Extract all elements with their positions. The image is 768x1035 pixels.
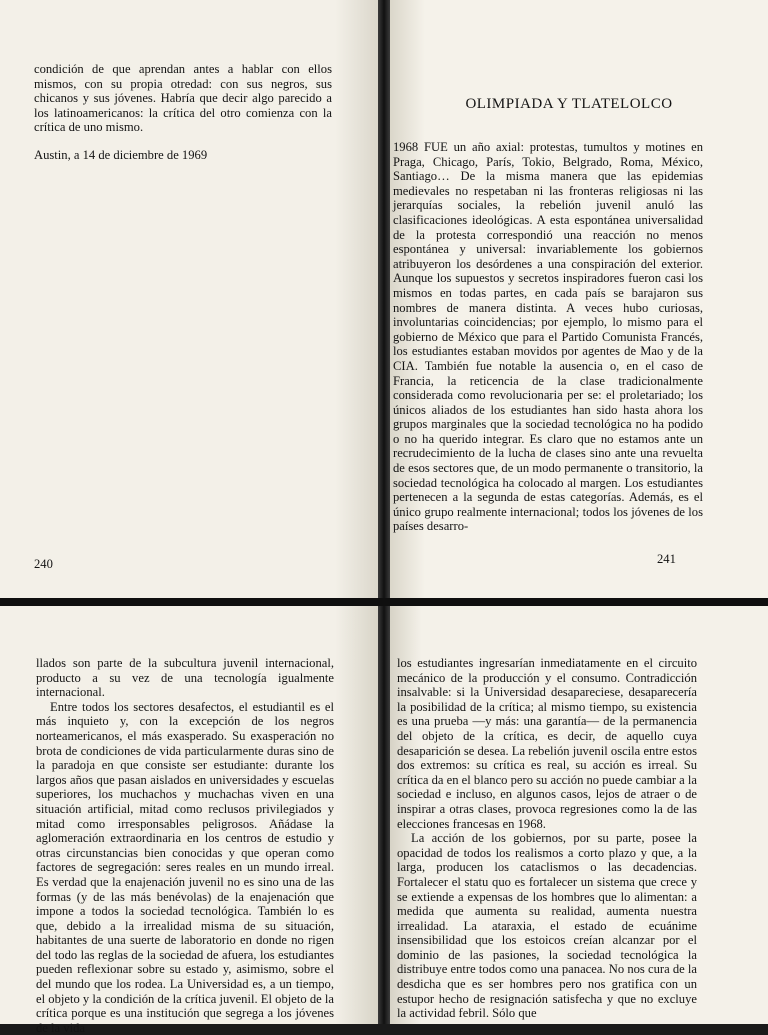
page-243 (387, 606, 768, 1024)
paragraph: Entre todos los sectores desafectos, el estudiantil es el más inquieto y, con la excepción de los negros norteamericanos, el más exasperado. Su exasperación no brota de condiciones de vida particularmente duras sino de la paradoja en que consiste ser estudiante: durante los largos años que pasan aislados en universidades y escuelas superiores, los muchachos y muchachas viven en una situación artificial, mitad como reclusos privilegiados y mitad como irresponsables peligrosos. Añádase la aglomeración extraordinaria en los centros de estudio y otras circunstancias bien conocidas y que operan como factores de segregación: seres reales en un mundo irreal. Es verdad que la enajenación juvenil no es sino una de las formas (y de las más benévolas) de la enajenación que impone a todos la sociedad tecnológica. También lo es que, debido a la irrealidad misma de su situación, habitantes de una suerte de laboratorio en donde no rigen del todo las reglas de la sociedad de afuera, los estudiantes pueden reflexionar sobre su estado y, asimismo, sobre el del mundo que los rodea. La Universidad es, a un tiempo, el objeto y la condición de la crítica juvenil. El objeto de la crítica porque es una institución que segrega a los jóvenes de la vida (36, 699, 334, 1035)
page-number: 241 (657, 552, 676, 566)
body-text (397, 656, 697, 1021)
page-240 (0, 0, 381, 598)
paragraph-body: un año axial: protestas, tumultos y motines en Praga, Chicago, París, Tokio, Belgrado, Roma, México, Santiago… De la misma manera que las epidemias medievales no respetaban ni las fronteras religiosas ni las jerarquías sociales, la rebelión juvenil anuló las clasificaciones ideológicas. A esta espontánea universalidad de la protesta correspondió una reacción no menos espontánea y universal: invariablemente los gobiernos atribuyeron los desórdenes a una conspiración del exterior. Aunque los supuestos y secretos inspiradores fueron casi los mismos en todas partes, en cada país se barajaron sus nombres de manera distinta. A veces hubo curiosas, involuntarias coincidencias; por ejemplo, lo mismo para el gobierno de México que para el Partido Comunista Francés, los estudiantes estaban movidos por agentes de Mao y de la CIA. También fue notable la ausencia o, en el caso de Francia, la reticencia de la clase tradicionalmente considerada como revolucionaria per se: el proletariado; los únicos aliados de los estudiantes han sido hasta ahora los grupos marginales que la sociedad tecnológica no ha podido o no ha querido integrar. Es claro que no estamos ante un recrudecimiento de la lucha de clases sino ante una revuelta de esos sectores que, de un modo permanente o transitorio, la sociedad tecnológica ha colocado al margen. Los estudiantes pertenecen a la segunda de estas categorías. Además, es el único grupo realmente internacional; todos los jóvenes de los países desarro- (393, 140, 703, 534)
book-gutter (378, 0, 390, 598)
page-number: 240 (34, 557, 53, 571)
lead-in: 1968 FUE (393, 140, 448, 154)
signature-line: Austin, a 14 de diciembre de 1969 (34, 148, 208, 162)
paragraph: La acción de los gobiernos, por su parte, posee la opacidad de todos los realismos a corto plazo y que, a la larga, producen los cataclismos o las decadencias. Fortalecer el statu quo es fortalecer un sistema que crece y se extiende a expensas de los hombres que lo alimentan: a medida que aumenta su realidad, aumenta nuestra irrealidad. La ataraxia, el estado de ecuánime insensibilidad que los estoicos creían alcanzar por el dominio de las pasiones, la sociedad tecnológica la distribuye entre todos como una panacea. No nos cura de la desdicha que es ser hombres pero nos gratifica con un estupor hecho de resignación satisfecha y que no excluye la actividad febril. Sólo que (397, 831, 697, 1021)
chapter-title: OLIMPIADA Y TLATELOLCO (465, 96, 673, 112)
body-text (36, 656, 334, 1035)
scan-divider (0, 598, 768, 606)
body-text (393, 140, 703, 534)
book-gutter (378, 606, 390, 1024)
paragraph: los estudiantes ingresarían inmediatamente en el circuito mecánico de la producción y el consumo. Contradicción insalvable: si la Universidad desapareciese, desaparecería la posibilidad de la crítica; al mismo tiempo, su existencia es una prueba —y más: una garantía— de la permanencia del objeto de la crítica, es decir, de aquello cuya desaparición se desea. La rebelión juvenil oscila entre estos dos extremos: su crítica es real, su acción es irreal. Su crítica da en el blanco pero su acción no puede cambiar a la sociedad e incluso, en algunos casos, lejos de atraer o de inspirar a otras clases, provoca regresiones como la de las elecciones francesas en 1968. (397, 656, 698, 831)
body-text (34, 62, 332, 135)
page-242 (0, 606, 381, 1035)
page-241 (387, 0, 768, 598)
paragraph (393, 140, 703, 534)
paragraph: llados son parte de la subcultura juvenil internacional, producto a su vez de una tecnología igualmente internacional. (36, 656, 334, 700)
paragraph: condición de que aprendan antes a hablar con ellos mismos, con su propia otredad: con sus negros, sus chicanos y sus jóvenes. Habría que decir algo parecido a los latinoamericanos: la crítica del otro comienza con la crítica de uno mismo. (34, 62, 332, 135)
